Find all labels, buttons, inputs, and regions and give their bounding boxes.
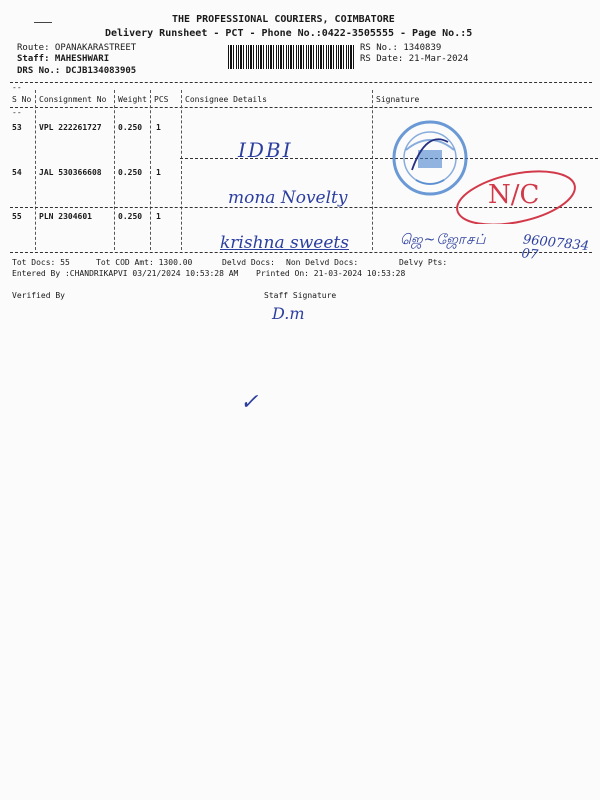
- corner-mark: [34, 18, 52, 23]
- route-label: Route: OPANAKARASTREET: [17, 43, 137, 53]
- delvy-pts: Delvy Pts:: [399, 258, 448, 267]
- row-consignment: VPL 222261727: [39, 123, 102, 132]
- col-separator: [35, 90, 36, 250]
- row-pcs: 1: [156, 168, 161, 177]
- col-separator: [114, 90, 115, 250]
- row-pcs: 1: [156, 123, 161, 132]
- handwritten-consignee-mona: mona Novelty: [228, 188, 348, 208]
- row-consignment: PLN 2304601: [39, 212, 92, 221]
- handwritten-signature-scribble: ஜெ~ஜோசப்: [400, 232, 487, 248]
- tot-cod: Tot COD Amt: 1300.00: [96, 258, 193, 267]
- runsheet-title: Delivery Runsheet - PCT - Phone No.:0422-3505555 - Page No.:5: [105, 28, 473, 39]
- staff-signature-label: Staff Signature: [264, 291, 337, 300]
- row-sno: 53: [12, 123, 22, 132]
- bank-stamp-icon: [394, 122, 466, 194]
- col-separator: [181, 90, 182, 250]
- staff-label: Staff: MAHESHWARI: [17, 54, 110, 64]
- non-delvd-docs: Non Delvd Docs:: [286, 258, 359, 267]
- handwritten-phone: 9600783407: [520, 232, 590, 263]
- drs-number: DRS No.: DCJB134083905: [17, 66, 137, 76]
- row-consignment: JAL 530366608: [39, 168, 102, 177]
- delvd-docs: Delvd Docs:: [222, 258, 275, 267]
- row-weight: 0.250: [118, 168, 143, 177]
- handwritten-consignee-idbi: IDBI: [238, 138, 293, 162]
- row-sno: 55: [12, 212, 22, 221]
- verified-by-label: Verified By: [12, 291, 65, 300]
- tick-mark: ✓: [240, 390, 259, 415]
- col-signature: Signature: [376, 95, 420, 104]
- rule-mark: --: [12, 108, 22, 117]
- staff-signature-handwritten: D.m: [272, 304, 305, 323]
- col-consignment: Consignment No: [39, 95, 107, 104]
- stamp-nc-text: N/C: [488, 180, 540, 210]
- col-consignee: Consignee Details: [185, 95, 267, 104]
- handwritten-consignee-krishna: krishna sweets: [220, 233, 349, 253]
- row-pcs: 1: [156, 212, 161, 221]
- company-name: THE PROFESSIONAL COURIERS, COIMBATORE: [172, 14, 395, 25]
- rule-mark: --: [12, 83, 22, 92]
- col-separator: [372, 90, 373, 250]
- col-pcs: PCS: [154, 95, 169, 104]
- barcode: [228, 45, 354, 69]
- printed-on: Printed On: 21-03-2024 10:53:28: [256, 269, 406, 278]
- rs-number: RS No.: 1340839: [360, 43, 442, 53]
- row-weight: 0.250: [118, 123, 143, 132]
- row-weight: 0.250: [118, 212, 143, 221]
- row-sno: 54: [12, 168, 22, 177]
- tot-docs: Tot Docs: 55: [12, 258, 70, 267]
- col-weight: Weight: [118, 95, 147, 104]
- entered-by: Entered By :CHANDRIKAPVI 03/21/2024 10:53:28 AM: [12, 269, 239, 278]
- col-sno: S No: [12, 95, 32, 104]
- col-separator: [150, 90, 151, 250]
- rs-date: RS Date: 21-Mar-2024: [360, 54, 469, 64]
- header-rule-bottom: [10, 107, 592, 108]
- header-rule-top: [10, 82, 592, 83]
